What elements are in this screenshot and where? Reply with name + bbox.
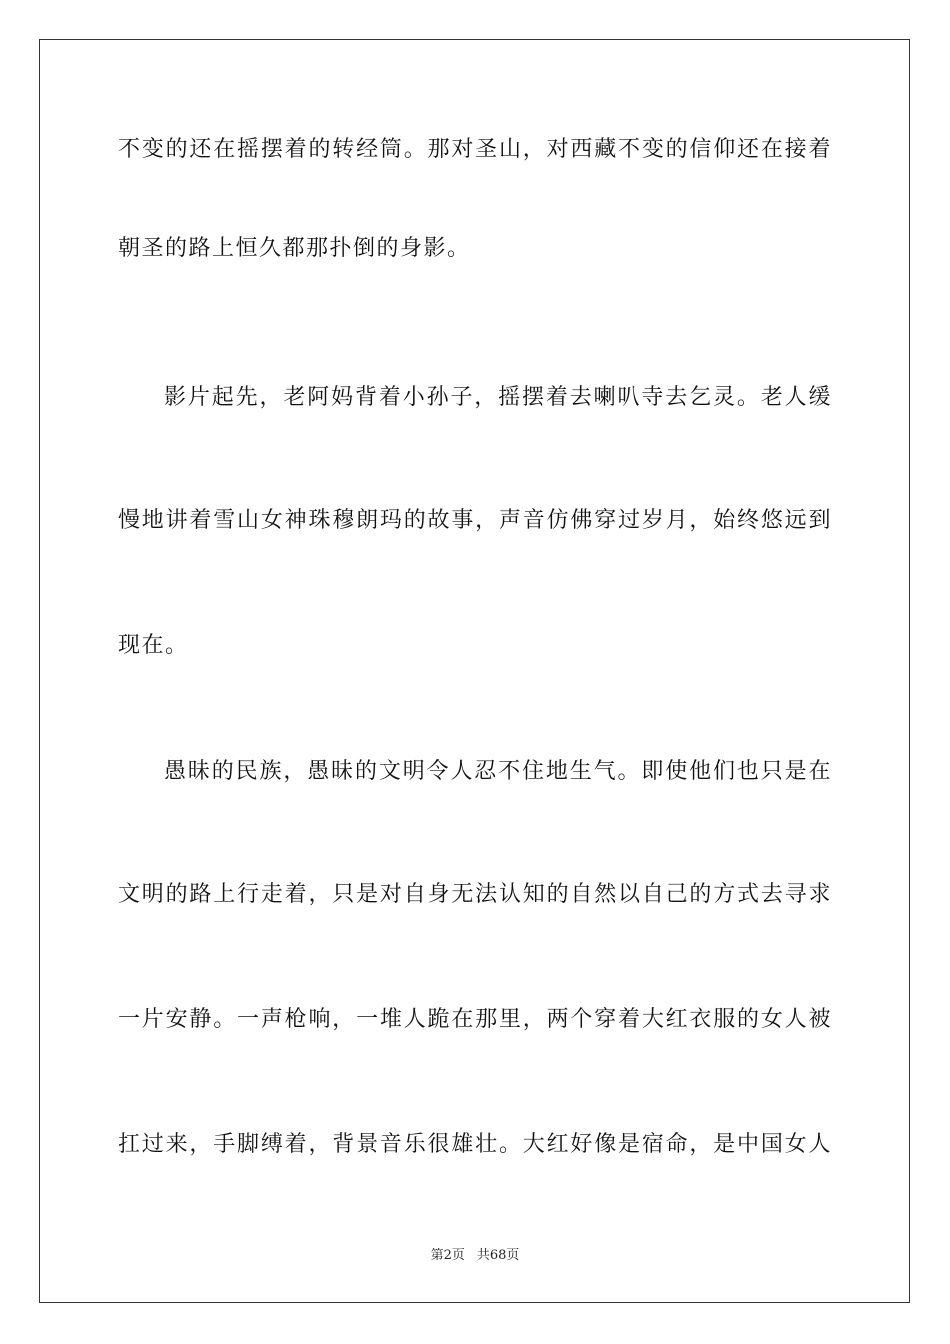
- text-line-9: 扛过来，手脚缚着，背景音乐很雄壮。大红好像是宿命，是中国女人: [118, 1132, 832, 1157]
- text-line-5: 现在。: [118, 633, 189, 658]
- text-line-6: 愚昧的民族，愚昧的文明令人忍不住地生气。即使他们也只是在: [164, 759, 832, 784]
- text-line-8: 一片安静。一声枪响，一堆人跪在那里，两个穿着大红衣服的女人被: [118, 1007, 832, 1032]
- page-number: 第2页: [430, 1248, 465, 1263]
- text-line-3: 影片起先，老阿妈背着小孙子，摇摆着去喇叭寺去乞灵。老人缓: [164, 385, 832, 410]
- page-footer: [0, 1248, 950, 1264]
- text-line-4: 慢地讲着雪山女神珠穆朗玛的故事，声音仿佛穿过岁月，始终悠远到: [118, 508, 832, 533]
- text-line-2: 朝圣的路上恒久都那扑倒的身影。: [118, 236, 471, 261]
- text-line-7: 文明的路上行走着，只是对自身无法认知的自然以自己的方式去寻求: [118, 882, 832, 907]
- page-total: 共68页: [476, 1248, 520, 1263]
- text-line-1: 不变的还在摇摆着的转经筒。那对圣山，对西藏不变的信仰还在接着: [118, 137, 832, 162]
- page-border: [39, 39, 910, 1303]
